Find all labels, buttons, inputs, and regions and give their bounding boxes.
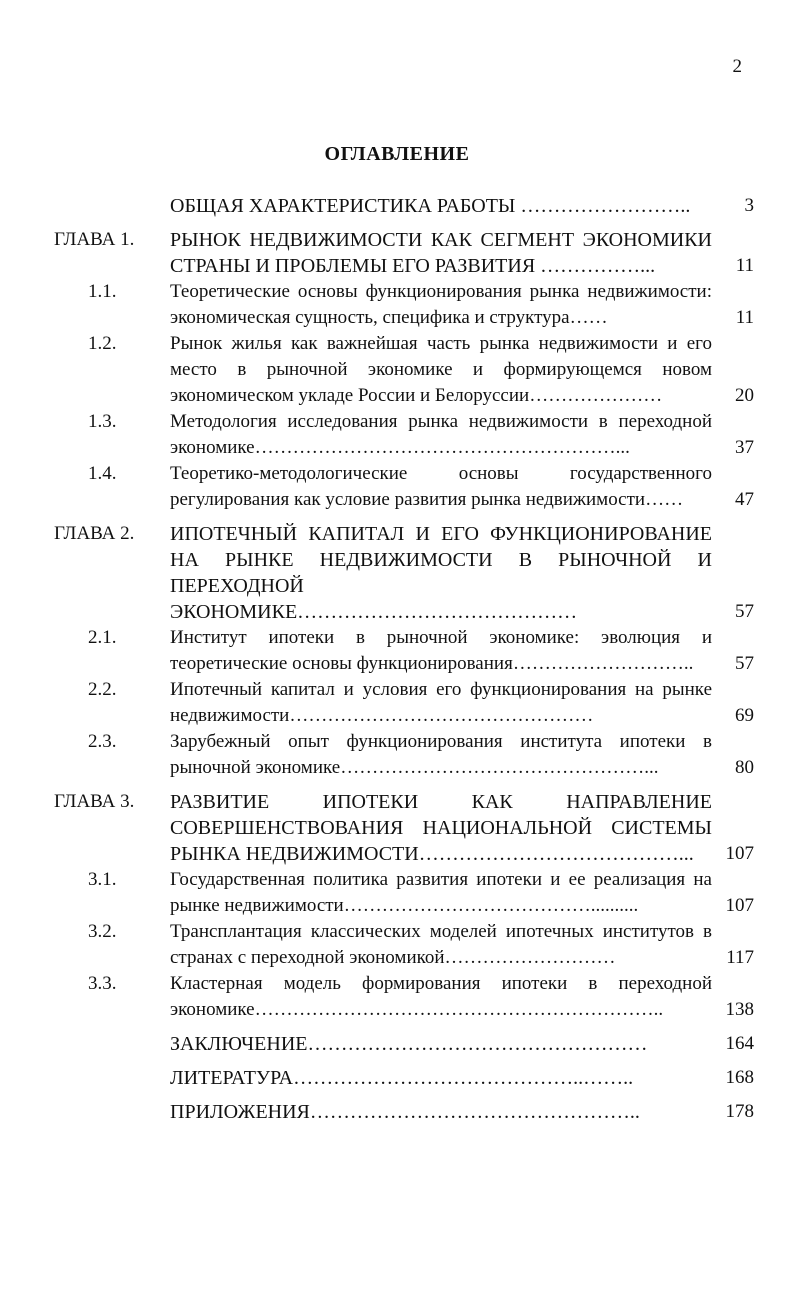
section-title: Рынок жилья как важнейшая часть рынка недвижимости и его место в рыночной экономике и формирующемся новом экономическом укладе России и Белоруссии………………… <box>170 333 712 406</box>
chapter-page: 11 <box>735 255 754 276</box>
toc-text: ЗАКЛЮЧЕНИЕ…………………………………………… <box>170 1033 648 1055</box>
section-title: Государственная политика развития ипотеки и ее реализация на рынке недвижимости………………………………….......... <box>170 869 712 916</box>
section-label: 2.3. <box>88 731 117 752</box>
section-page: 20 <box>735 385 754 406</box>
section-title: Кластерная модель формирования ипотеки в переходной экономике……………………………………………………….. <box>170 973 712 1020</box>
section-title: Институт ипотеки в рыночной экономике: эволюция и теоретические основы функционирования……………………….. <box>170 627 712 674</box>
section-title: Трансплантация классических моделей ипотечных институтов в странах с переходной экономикой……………………… <box>170 921 712 968</box>
chapter-title: РЫНОК НЕДВИЖИМОСТИ КАК СЕГМЕНТ ЭКОНОМИКИ СТРАНЫ И ПРОБЛЕМЫ ЕГО РАЗВИТИЯ ……………... <box>170 229 712 277</box>
chapter-page: 57 <box>735 601 754 622</box>
toc-chapter-2 <box>54 521 754 625</box>
toc-section-2-3 <box>54 729 754 781</box>
section-title: Зарубежный опыт функционирования института ипотеки в рыночной экономике…………………………………………... <box>170 731 712 778</box>
section-page: 37 <box>735 437 754 458</box>
chapter-title: РАЗВИТИЕ ИПОТЕКИ КАК НАПРАВЛЕНИЕ СОВЕРШЕНСТВОВАНИЯ НАЦИОНАЛЬНОЙ СИСТЕМЫ РЫНКА НЕДВИЖИМОСТИ…………………………………... <box>170 791 712 865</box>
toc-page: 168 <box>725 1067 754 1088</box>
section-label: 1.2. <box>88 333 117 354</box>
section-label: 1.4. <box>88 463 117 484</box>
toc-text: ЛИТЕРАТУРА……………………………………..…….. <box>170 1067 634 1089</box>
section-page: 57 <box>735 653 754 674</box>
toc-section-2-1 <box>54 625 754 677</box>
toc-chapter-3 <box>54 789 754 867</box>
section-label: 1.1. <box>88 281 117 302</box>
section-label: 3.1. <box>88 869 117 890</box>
toc-page: 3 <box>744 195 754 216</box>
toc-section-1-3 <box>54 409 754 461</box>
section-title: Теоретико-методологические основы государственного регулирования как условие развития рынка недвижимости…… <box>170 463 712 510</box>
section-label: 3.3. <box>88 973 117 994</box>
toc-entry-intro <box>54 193 754 219</box>
toc-section-1-2 <box>54 331 754 409</box>
toc-section-1-1 <box>54 279 754 331</box>
toc-entry-literature <box>54 1065 754 1091</box>
section-title: Ипотечный капитал и условия его функционирования на рынке недвижимости………………………………………… <box>170 679 712 726</box>
chapter-page: 107 <box>725 843 754 864</box>
section-page: 80 <box>735 757 754 778</box>
chapter-label: ГЛАВА 1. <box>54 229 135 250</box>
section-page: 117 <box>726 947 754 968</box>
toc-chapter-1 <box>54 227 754 279</box>
section-page: 69 <box>735 705 754 726</box>
toc-page: 178 <box>725 1101 754 1122</box>
section-page: 138 <box>725 999 754 1020</box>
section-page: 11 <box>735 307 754 328</box>
toc-text: ОБЩАЯ ХАРАКТЕРИСТИКА РАБОТЫ …………………….. <box>170 195 691 217</box>
page-number: 2 <box>732 56 742 77</box>
section-title: Методология исследования рынка недвижимости в переходной экономике…………………………………………………... <box>170 411 712 458</box>
toc-section-3-2 <box>54 919 754 971</box>
toc-section-1-4 <box>54 461 754 513</box>
toc-section-3-1 <box>54 867 754 919</box>
section-label: 2.2. <box>88 679 117 700</box>
toc-section-3-3 <box>54 971 754 1023</box>
toc-entry-appendices <box>54 1099 754 1125</box>
section-title: Теоретические основы функционирования рынка недвижимости: экономическая сущность, специфика и структура…… <box>170 281 712 328</box>
section-page: 47 <box>735 489 754 510</box>
section-label: 1.3. <box>88 411 117 432</box>
section-label: 3.2. <box>88 921 117 942</box>
toc-section-2-2 <box>54 677 754 729</box>
table-of-contents <box>54 193 754 1125</box>
page-title: ОГЛАВЛЕНИЕ <box>324 143 470 165</box>
section-page: 107 <box>725 895 754 916</box>
toc-text: ПРИЛОЖЕНИЯ………………………………………….. <box>170 1101 640 1123</box>
toc-entry-conclusion <box>54 1031 754 1057</box>
section-label: 2.1. <box>88 627 117 648</box>
toc-page: 164 <box>725 1033 754 1054</box>
chapter-label: ГЛАВА 2. <box>54 523 135 544</box>
chapter-title: ИПОТЕЧНЫЙ КАПИТАЛ И ЕГО ФУНКЦИОНИРОВАНИЕ НА РЫНКЕ НЕДВИЖИМОСТИ В РЫНОЧНОЙ И ПЕРЕХОДНОЙ ЭКОНОМИКЕ…………………………………… <box>170 523 712 623</box>
chapter-label: ГЛАВА 3. <box>54 791 135 812</box>
